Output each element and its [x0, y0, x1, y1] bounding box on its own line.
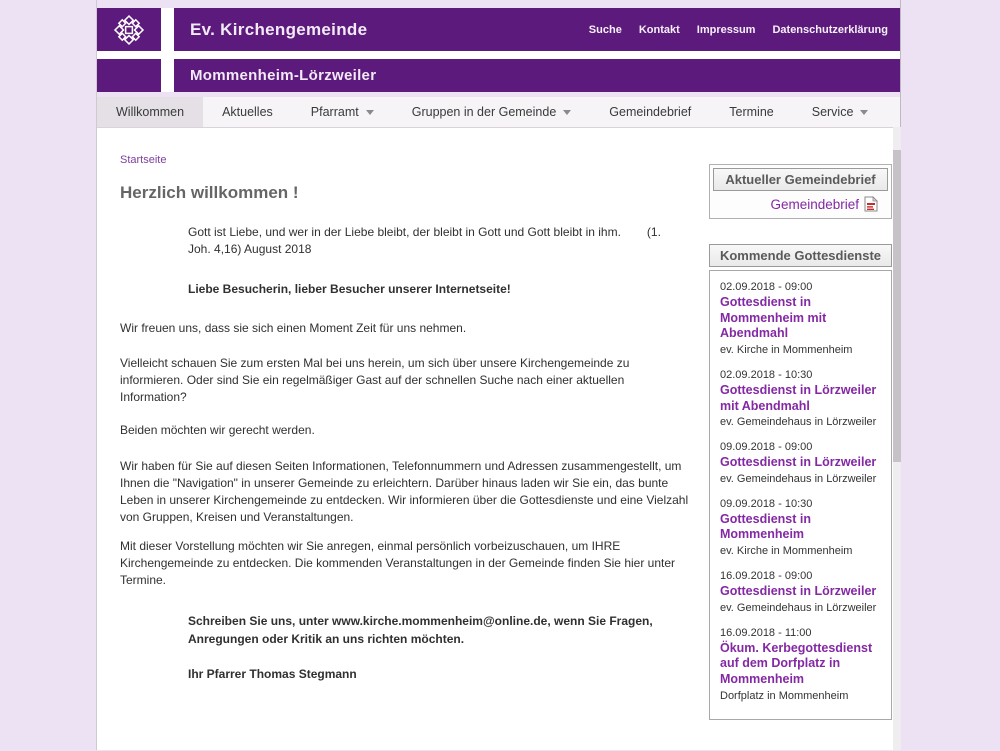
event-item — [720, 441, 881, 485]
nav-item-willkommen[interactable] — [97, 97, 203, 127]
event-date: 02.09.2018 - 10:30 — [720, 368, 813, 381]
site-header — [97, 8, 900, 92]
nav-label: Willkommen — [116, 105, 185, 119]
body-paragraph: Mit dieser Vorstellung möchten wir Sie anregen, einmal persönlich vorbeizuschauen, um IHRE Kirchengemeinde zu entdecken. Die kommenden Veranstaltungen in der Gemeinde finden Sie hier unter Termine. — [120, 539, 676, 588]
quote-reference: (1. Joh. 4,16) August 2018 — [188, 225, 661, 257]
header-band-bottom — [174, 59, 900, 92]
logo-cell-lower — [97, 59, 161, 92]
quote-paragraph — [188, 224, 666, 258]
event-venue: ev. Kirche in Mommenheim — [720, 545, 853, 557]
event-venue: ev. Gemeindehaus in Lörzweiler — [720, 416, 877, 429]
events-list — [709, 270, 892, 720]
utility-link-kontakt[interactable]: Kontakt — [638, 23, 680, 36]
chevron-down-icon — [563, 110, 571, 115]
event-date: 02.09.2018 - 09:00 — [720, 281, 813, 293]
nav-item-gemeindebrief[interactable] — [590, 97, 710, 127]
page-title: Herzlich willkommen ! — [120, 183, 299, 202]
top-lavender-strip — [97, 0, 900, 8]
nav-item-gruppen[interactable] — [393, 97, 591, 127]
content-column — [96, 0, 901, 750]
utility-link-datenschutz[interactable]: Datenschutzerklärung — [772, 23, 888, 36]
breadcrumb-startseite[interactable]: Startseite — [120, 154, 167, 166]
event-title-link[interactable]: Gottesdienst in Lörzweiler mit Abendmahl — [720, 382, 877, 413]
scrollbar-thumb[interactable] — [893, 150, 901, 462]
event-item — [720, 498, 881, 557]
event-title-link[interactable]: Gottesdienst in Lörzweiler — [720, 455, 877, 470]
nav-label: Termine — [729, 105, 774, 119]
nav-item-pfarramt[interactable] — [292, 97, 393, 127]
nav-label: Gemeindebrief — [609, 105, 692, 119]
services-box — [709, 244, 892, 720]
event-venue: Dorfplatz in Mommenheim — [720, 689, 849, 702]
nav-label: Aktuelles — [222, 105, 273, 119]
event-date: 16.09.2018 - 11:00 — [720, 626, 812, 639]
event-title-link[interactable]: Gottesdienst in Lörzweiler — [720, 584, 877, 598]
event-venue: ev. Gemeindehaus in Lörzweiler — [720, 601, 877, 614]
nav-label: Service — [811, 105, 854, 119]
utility-link-suche[interactable]: Suche — [588, 23, 622, 36]
salutation-paragraph: Liebe Besucherin, lieber Besucher unserer Internetseite! — [188, 282, 511, 297]
newsletter-box — [709, 164, 892, 219]
event-title-link[interactable]: Gottesdienst in Mommenheim — [720, 511, 811, 542]
event-date: 09.09.2018 - 10:30 — [720, 497, 813, 510]
pdf-file-icon[interactable] — [864, 196, 878, 212]
header-cross-gap-horizontal — [97, 51, 161, 59]
site-title: Ev. Kirchengemeinde — [190, 19, 368, 39]
newsletter-box-header: Aktueller Gemeindebrief — [713, 168, 888, 191]
event-title-link[interactable]: Gottesdienst in Mommenheim mit Abendmahl — [720, 295, 827, 341]
cross-rosette-icon — [111, 12, 147, 48]
event-venue: ev. Gemeindehaus in Lörzweiler — [720, 472, 877, 485]
nav-item-service[interactable] — [793, 97, 888, 127]
main-area — [97, 128, 900, 751]
event-item — [720, 627, 881, 702]
signature-paragraph: Ihr Pfarrer Thomas Stegmann — [188, 666, 357, 681]
event-date: 09.09.2018 - 09:00 — [720, 441, 813, 454]
body-paragraph: Beiden möchten wir gerecht werden. — [120, 423, 315, 438]
header-cross-gap-vertical — [161, 8, 174, 51]
sidebar — [709, 164, 892, 720]
gemeindebrief-pdf-link[interactable]: Gemeindebrief — [770, 196, 859, 212]
chevron-down-icon — [860, 110, 868, 115]
header-band-top — [174, 8, 900, 51]
utility-nav — [589, 24, 888, 36]
event-item — [720, 570, 881, 614]
write-us-paragraph: Schreiben Sie uns, unter www.kirche.mommenheim@online.de, wenn Sie Fragen, Anregungen oder Kritik an uns richten möchten. — [188, 614, 653, 646]
nav-item-aktuelles[interactable] — [203, 97, 292, 127]
main-nav — [97, 97, 900, 128]
event-venue: ev. Kirche in Mommenheim — [720, 343, 853, 356]
body-paragraph: Vielleicht schauen Sie zum ersten Mal bei uns herein, um sich über unsere Kirchengemeinde zu informieren. Oder sind Sie ein regelmäßiger Gast auf der schnellen Suche nach einer aktuellen Information? — [120, 356, 630, 405]
newsletter-link-row — [713, 191, 888, 215]
site-subtitle: Mommenheim-Lörzweiler — [190, 67, 377, 84]
body-paragraph: Wir haben für Sie auf diesen Seiten Informationen, Telefonnummern und Adressen zusammengestellt, um Ihnen die "Navigation" in unserer Gemeinde zu erleichtern. Darüber hinaus laden wir Sie ein, das bunte Leben in unserer Kirchengemeinde zu entdecken. Wir informieren über die Gottesdienste und eine Vielzahl von Gruppen, Kreisen und Veranstaltungen. — [120, 459, 689, 525]
nav-label: Pfarramt — [310, 105, 359, 119]
chevron-down-icon — [366, 110, 374, 115]
nav-label: Gruppen in der Gemeinde — [411, 105, 557, 119]
body-paragraph: Wir freuen uns, dass sie sich einen Moment Zeit für uns nehmen. — [120, 321, 467, 336]
article-column — [120, 150, 691, 695]
site-logo[interactable] — [97, 8, 161, 51]
utility-link-impressum[interactable]: Impressum — [696, 23, 756, 36]
event-title-link[interactable]: Ökum. Kerbegottesdienst auf dem Dorfplatz in Mommenheim — [720, 640, 873, 686]
services-box-header: Kommende Gottesdienste — [709, 244, 892, 267]
quote-text: Gott ist Liebe, und wer in der Liebe bleibt, der bleibt in Gott und Gott bleibt in ihm. — [188, 225, 621, 239]
event-item — [720, 369, 881, 428]
event-item — [720, 281, 881, 356]
event-date: 16.09.2018 - 09:00 — [720, 570, 813, 582]
nav-item-termine[interactable] — [710, 97, 792, 127]
